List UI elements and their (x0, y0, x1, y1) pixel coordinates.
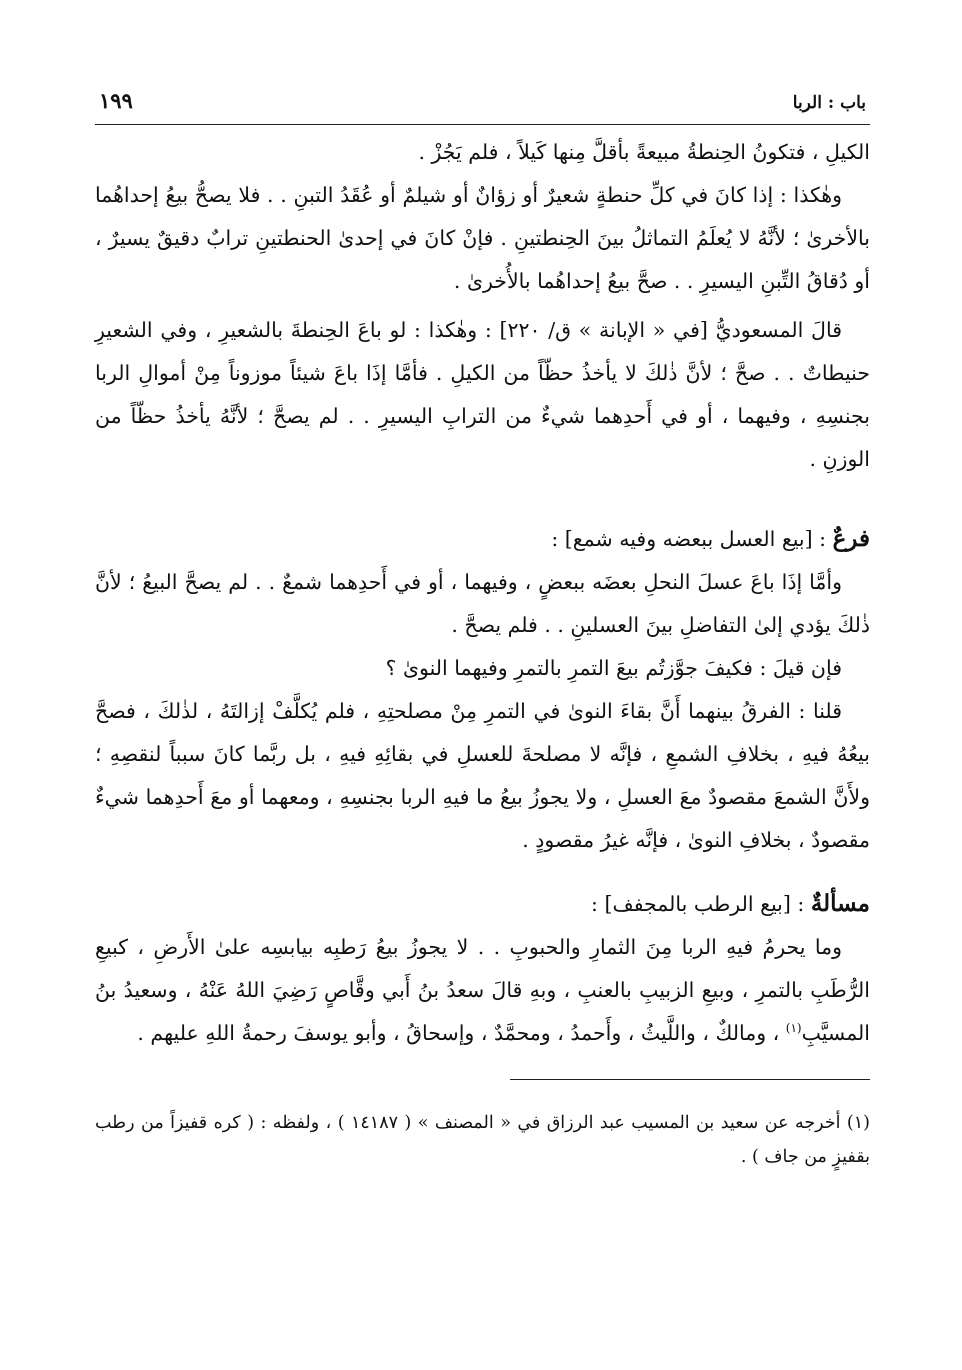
footnote-divider (510, 1079, 870, 1080)
book-page (95, 88, 870, 1174)
heading-keyword: مسألةٌ (810, 890, 870, 917)
heading-keyword: فرعٌ (832, 525, 870, 552)
paragraph-text: ، ومالكٌ ، واللَّيثُ ، وأَحمدُ ، ومحمَّدٌ ، وإسحاقُ ، وأبو يوسفَ رحمةُ اللهِ عليهم . (137, 1021, 786, 1045)
chapter-title: باب : الربا (792, 93, 866, 113)
section-heading-masala (95, 882, 870, 926)
section-heading-far (95, 517, 870, 561)
paragraph-text: وما يحرمُ فيهِ الربا مِنَ الثمارِ والحبوبِ . . لا يجوزُ بيعُ رَطبِه بيابسِه علىٰ الأَرضِ ، كبيعِ الرُّطَبِ بالتمرِ ، وبيعِ الزبيبِ بالعنبِ ، وبهِ قالَ سعدُ بنُ أَبي وقَّاصٍ رَضِيَ اللهُ عَنْهُ ، وسعيدُ بنُ المسيَّبِ (95, 935, 870, 1045)
paragraph: فإن قيلَ : فكيفَ جوَّزتُم بيعَ التمرِ بالتمرِ وفيهما النوىٰ ؟ (385, 656, 842, 680)
paragraph: قالَ المسعوديُّ [في « الإبانة » ق/ ٢٢٠] : وهٰكذا : لو باعَ الحِنطةَ بالشعيرِ ، وفي الشعيرِ حنيطاتٌ . . صحَّ ؛ لأنَّ ذٰلكَ لا يأخذُ حظّاً من الكيلِ . فأمَّا إذَا باعَ شيئاً موزوناً مِنْ أموالِ الربا بجنسِهِ ، وفيهما ، أو في أَحدِهما شيءٌ من الترابِ اليسيرِ . . لم يصحَّ ؛ لأنَّهُ يأخذُ حظّاً من الوزنِ . (95, 318, 870, 471)
footnote: (١) أخرجه عن سعيد بن المسيب عبد الرزاق في « المصنف » ( ١٤١٨٧ ) ، ولفظه : ( كره قفيزاً من رطب بقفيزٍ من جاف ) . (95, 1113, 870, 1167)
footnote-marker: (١) (785, 1021, 802, 1036)
heading-title: : [بيع العسل ببعضه وفيه شمع] : (551, 527, 833, 551)
paragraph: وهٰكذا : إذا كانَ في كلِّ حنطةٍ شعيرٌ أو زؤانٌ أو شيلمٌ أو عُقَدُ التبنِ . . فلا يصحُّ بيعُ إحداهُما بالأخرىٰ ؛ لأنَّهُ لا يُعلَمُ التماثلُ بينَ الحِنطتينِ . فإنْ كانَ في إحدىٰ الحنطتينِ ترابٌ دقيقٌ يسيرٌ ، أو دُقاقُ التِّبنِ اليسيرِ . . صحَّ بيعُ إحداهُما بالأُخرىٰ . (95, 183, 870, 293)
heading-title: : [بيع الرطب بالمجفف] : (591, 892, 811, 916)
running-header (95, 88, 870, 125)
paragraph-continuation: الكيلِ ، فتكونُ الحِنطةُ مبيعةً بأقلَّ مِنها كَيلاً ، فلم يَجُزْ . (418, 140, 870, 164)
page-number: ١٩٩ (99, 88, 133, 113)
paragraph (95, 926, 870, 1055)
page-body (95, 131, 870, 1055)
paragraph: وأمَّا إذَا باعَ عسلَ النحلِ بعضَه ببعضٍ ، وفيهما ، أو في أَحدِهما شمعٌ . . لم يصحَّ البيعُ ؛ لأنَّ ذٰلكَ يؤدي إلىٰ التفاضلِ بينَ العسلينِ . . فلم يصحَّ . (95, 570, 870, 637)
paragraph: قلنا : الفرقُ بينهما أَنَّ بقاءَ النوىٰ في التمرِ مِنْ مصلحتِهِ ، فلم يُكلَّفْ إزالتَهُ ، لذٰلكَ ، فصحَّ بيعُهُ فيهِ ، بخلافِ الشمعِ ، فإنَّه لا مصلحةَ للعسلِ في بقائِهِ فيهِ ، بل ربَّما كانَ سبباً لنقصِهِ ؛ ولأَنَّ الشمعَ مقصودٌ معَ العسلِ ، ولا يجوزُ بيعُ ما فيهِ الربا بجنسِهِ ، ومعهما أو معَ أَحدِهما شيءٌ مقصودٌ ، بخلافِ النوىٰ ، فإنَّه غيرُ مقصودٍ . (95, 699, 870, 852)
